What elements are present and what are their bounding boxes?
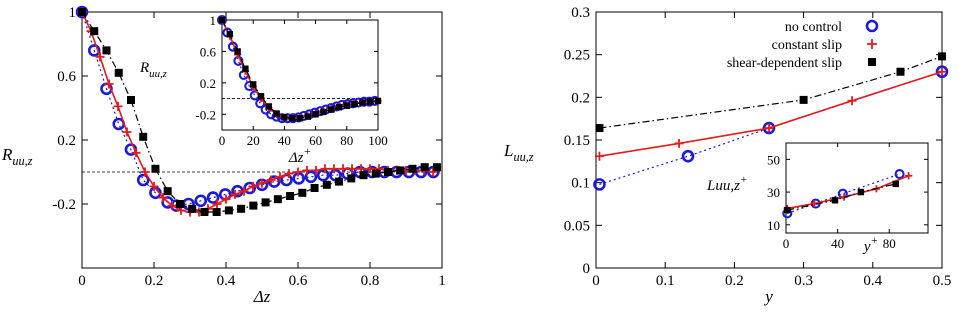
left-main-point-shear-dependent-slip bbox=[225, 206, 233, 214]
left-inset-point-shear-dependent-slip bbox=[297, 115, 303, 121]
left-inset-ytick-label: 1 bbox=[209, 13, 216, 28]
left-main-point-shear-dependent-slip bbox=[78, 8, 86, 16]
right-main-ytick-label: 0.15 bbox=[563, 133, 590, 149]
left-inset-point-shear-dependent-slip bbox=[273, 110, 279, 116]
left-main-xtick-label: 1 bbox=[438, 273, 446, 289]
left-main-point-shear-dependent-slip bbox=[164, 187, 172, 195]
left-main-point-shear-dependent-slip bbox=[200, 208, 208, 216]
left-inset-point-shear-dependent-slip bbox=[312, 111, 318, 117]
left-main-point-shear-dependent-slip bbox=[335, 178, 343, 186]
right-main-point-shear-dependent-slip bbox=[800, 96, 808, 104]
left-main-point-shear-dependent-slip bbox=[274, 195, 282, 203]
left-main-point-shear-dependent-slip bbox=[323, 181, 331, 189]
left-inset-point-shear-dependent-slip bbox=[281, 114, 287, 120]
left-main-point-shear-dependent-slip bbox=[262, 198, 270, 206]
left-main-point-shear-dependent-slip bbox=[421, 163, 429, 171]
left-main-point-shear-dependent-slip bbox=[127, 96, 135, 104]
right-inset-ytick-label: 10 bbox=[767, 217, 780, 233]
right-main-ytick-label: 0.3 bbox=[571, 5, 590, 21]
right-main-xtick-label: 0.3 bbox=[794, 273, 813, 289]
right-main-xtick-label: 0.2 bbox=[725, 273, 744, 289]
left-inset-point-shear-dependent-slip bbox=[289, 115, 295, 121]
right-main-ytick-label: 0.1 bbox=[571, 175, 590, 192]
left-main-ytick-label: -0.2 bbox=[52, 197, 76, 213]
left-main-point-shear-dependent-slip bbox=[372, 170, 380, 178]
left-main-point-shear-dependent-slip bbox=[151, 165, 159, 173]
legend-label-shear-dependent-slip: shear-dependent slip bbox=[726, 56, 842, 71]
right-main-xtick-label: 0.4 bbox=[863, 273, 883, 289]
left-main-point-shear-dependent-slip bbox=[102, 46, 110, 54]
left-inset-point-shear-dependent-slip bbox=[234, 48, 240, 54]
left-main-point-shear-dependent-slip bbox=[249, 202, 257, 210]
left-main-point-shear-dependent-slip bbox=[115, 69, 123, 77]
left-main-point-shear-dependent-slip bbox=[347, 174, 355, 182]
right-inset-ytick-label: 30 bbox=[767, 185, 780, 201]
right-main-ylabel: $L_{uu,z}$ bbox=[504, 141, 534, 164]
left-inset-ytick-label: 0.6 bbox=[199, 44, 216, 60]
left-main-xtick-label: 0.4 bbox=[216, 273, 236, 289]
left-inset-point-shear-dependent-slip bbox=[305, 113, 311, 119]
left-main-xtick-label: 0.2 bbox=[144, 273, 164, 289]
left-main-point-shear-dependent-slip bbox=[188, 205, 196, 213]
left-inset-point-shear-dependent-slip bbox=[359, 99, 365, 105]
left-main-xtick-label: 0 bbox=[78, 273, 86, 289]
left-main-point-shear-dependent-slip bbox=[311, 184, 319, 192]
right-main-ytick-label: 0 bbox=[582, 261, 590, 277]
left-inset-ytick-label: 0.2 bbox=[199, 75, 216, 91]
left-inset-point-shear-dependent-slip bbox=[242, 66, 248, 72]
left-inset-point-shear-dependent-slip bbox=[219, 17, 225, 23]
left-main-point-shear-dependent-slip bbox=[237, 205, 245, 213]
left-inset-point-shear-dependent-slip bbox=[351, 101, 357, 107]
right-main-xlabel: y bbox=[765, 287, 773, 306]
left-main-point-shear-dependent-slip bbox=[90, 27, 98, 35]
left-inset-ytick-label: -0.2 bbox=[195, 107, 216, 123]
left-inset-point-shear-dependent-slip bbox=[250, 81, 256, 87]
legend-label-constant-slip: constant slip bbox=[771, 38, 842, 53]
right-inset-point-shear-dependent-slip bbox=[893, 181, 899, 187]
left-inset-xlabel: Δz+ bbox=[288, 146, 312, 166]
right-inset-point-shear-dependent-slip bbox=[832, 197, 838, 203]
left-main-xtick-label: 0.8 bbox=[360, 273, 380, 289]
right-main-point-shear-dependent-slip bbox=[595, 124, 603, 132]
left-inset-panel bbox=[195, 13, 387, 148]
left-main-ylabel: $R_{uu,z}$ bbox=[2, 145, 33, 168]
right-inset-ylabel: Luu,z+ bbox=[707, 174, 748, 194]
left-inset-xtick-label: 100 bbox=[368, 133, 388, 148]
left-inset-xtick-label: 60 bbox=[309, 133, 323, 148]
left-main-ytick-label: 0.6 bbox=[57, 69, 76, 85]
left-inset-xtick-label: 0 bbox=[218, 133, 226, 148]
left-inset-xtick-label: 20 bbox=[246, 133, 260, 148]
legend-marker-shear-dependent-slip bbox=[868, 58, 876, 66]
left-main-xtick-label: 0.6 bbox=[288, 273, 308, 289]
right-inset-point-shear-dependent-slip bbox=[858, 189, 864, 195]
left-main-point-shear-dependent-slip bbox=[396, 166, 404, 174]
right-main-ytick-label: 0.2 bbox=[571, 90, 590, 107]
right-main-ytick-label: 0.25 bbox=[563, 47, 590, 64]
right-main-xtick-label: 0 bbox=[592, 273, 600, 289]
left-main-point-shear-dependent-slip bbox=[139, 133, 147, 141]
left-main-ytick-label: 0.2 bbox=[57, 133, 76, 149]
left-inset-xtick-label: 80 bbox=[340, 133, 354, 148]
left-main-xlabel: Δz bbox=[253, 287, 271, 306]
right-main-xtick-label: 0.5 bbox=[932, 273, 952, 289]
right-inset-xtick-label: 80 bbox=[882, 236, 896, 251]
left-inset-point-shear-dependent-slip bbox=[258, 93, 264, 99]
right-inset-frame bbox=[786, 143, 928, 233]
right-main-xtick-label: 0.1 bbox=[655, 273, 675, 289]
left-inset-point-shear-dependent-slip bbox=[367, 99, 373, 105]
left-main-point-shear-dependent-slip bbox=[360, 171, 368, 179]
left-main-point-shear-dependent-slip bbox=[298, 189, 306, 197]
left-inset-point-shear-dependent-slip bbox=[320, 109, 326, 115]
legend-label-no-control: no control bbox=[784, 20, 842, 35]
left-main-point-shear-dependent-slip bbox=[286, 192, 294, 200]
left-inset-point-shear-dependent-slip bbox=[227, 31, 233, 37]
left-main-point-shear-dependent-slip bbox=[433, 163, 441, 171]
left-main-point-shear-dependent-slip bbox=[213, 208, 221, 216]
left-inset-point-shear-dependent-slip bbox=[266, 103, 272, 109]
left-inset-point-shear-dependent-slip bbox=[344, 102, 350, 108]
right-inset-ytick-label: 50 bbox=[767, 152, 780, 168]
right-main-point-shear-dependent-slip bbox=[896, 68, 904, 76]
left-inset-point-shear-dependent-slip bbox=[336, 104, 342, 110]
right-main-point-shear-dependent-slip bbox=[938, 52, 946, 60]
left-inset-xtick-label: 40 bbox=[277, 133, 291, 148]
right-inset-xtick-label: 0 bbox=[782, 236, 790, 251]
left-main-ytick-label: 1 bbox=[68, 5, 76, 21]
left-main-point-shear-dependent-slip bbox=[384, 168, 392, 176]
left-main-point-shear-dependent-slip bbox=[408, 165, 416, 173]
right-inset-point-shear-dependent-slip bbox=[784, 207, 790, 213]
right-main-ytick-label: 0.05 bbox=[563, 218, 590, 235]
left-inset-ylabel: $R_{uu,z}$ bbox=[140, 60, 167, 80]
right-inset-xtick-label: 40 bbox=[831, 236, 845, 251]
right-inset-xlabel: y+ bbox=[863, 235, 879, 255]
left-main-point-shear-dependent-slip bbox=[176, 200, 184, 208]
left-inset-point-shear-dependent-slip bbox=[328, 106, 334, 112]
left-inset-point-shear-dependent-slip bbox=[375, 98, 381, 104]
